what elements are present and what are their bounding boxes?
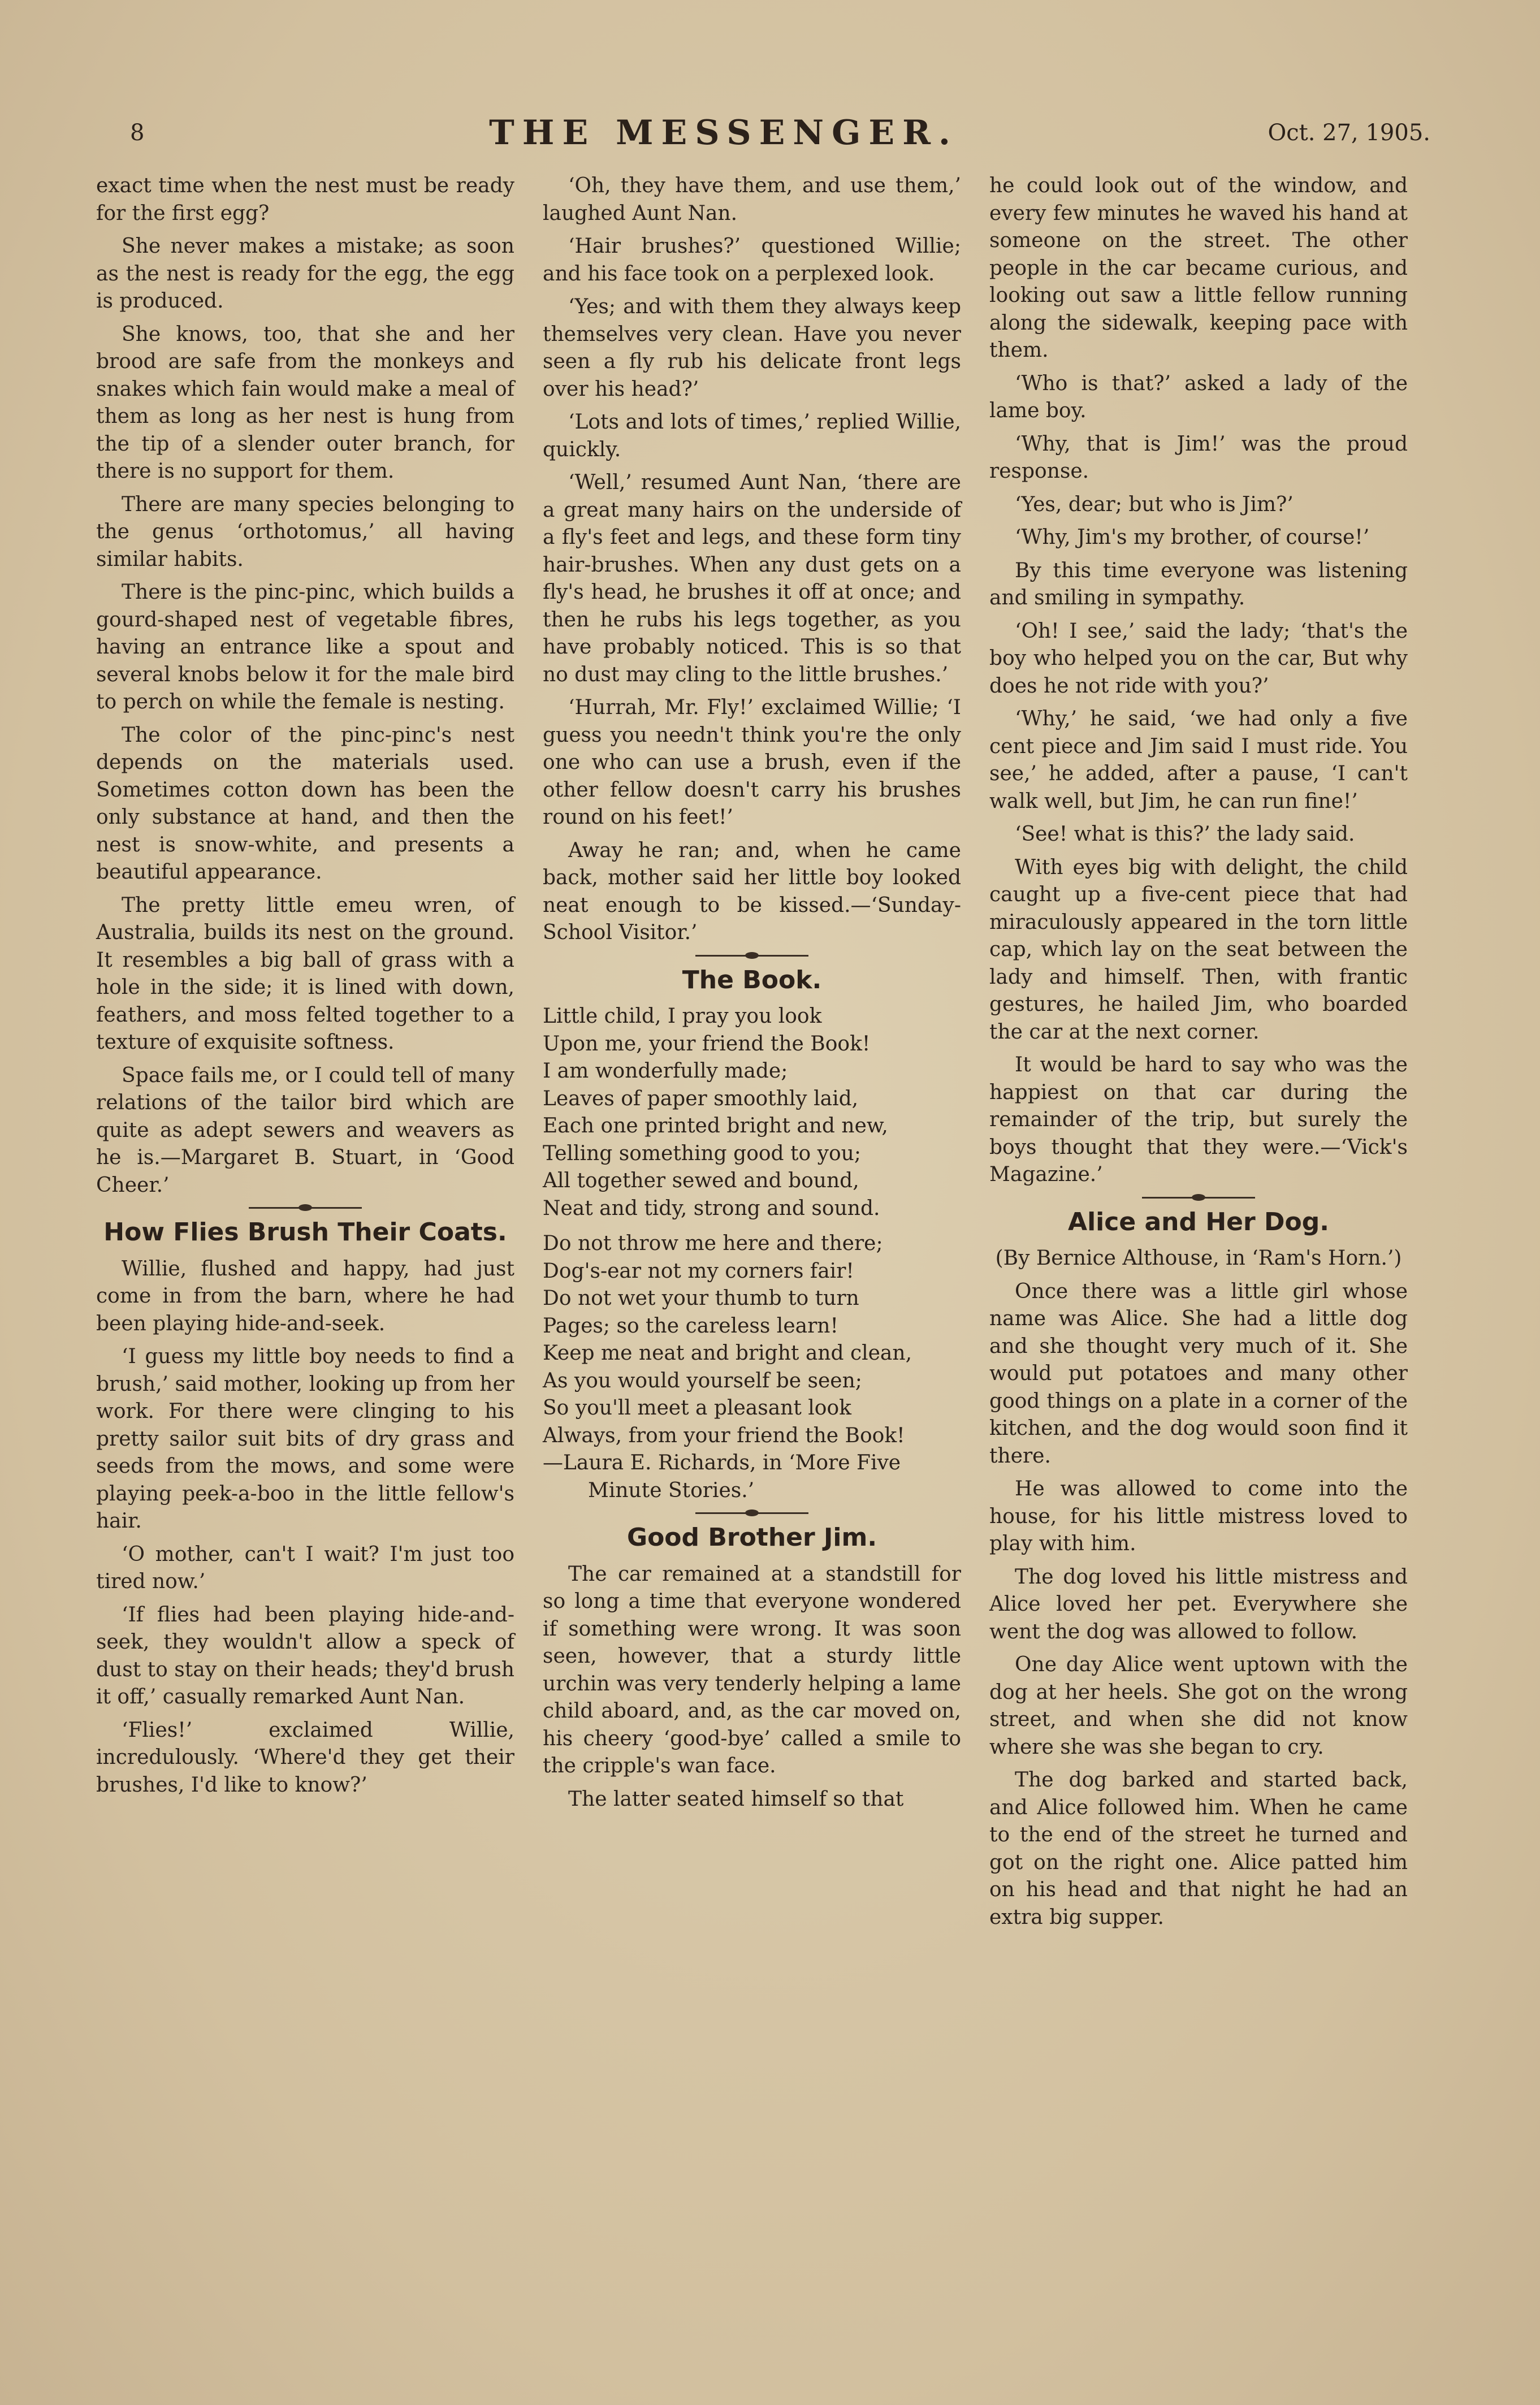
column-2 [543, 172, 961, 1819]
paragraph: She knows, too, that she and her brood are safe from the monkeys and snakes which fain would make a meal of them as long as her nest is hung from the tip of a slender outer branch, for there is no support for them. [96, 322, 514, 483]
paragraph: ‘Oh, they have them, and use them,’ laughed Aunt Nan. [543, 174, 961, 225]
column-1 [96, 172, 514, 1805]
paragraph: The car remained at a standstill for so long a time that everyone wondered if something were wrong. It was soon seen, however, that a sturdy little urchin was very tenderly helping a lame child aboard, and, as the car moved on, his cheery ‘good-bye’ called a smile to the cripple's wan face. [543, 1562, 961, 1777]
paragraph: The dog barked and started back, and Alice followed him. When he came to the end of the street he turned and got on the right one. Alice patted him on his head and that night he had an extra big supper. [989, 1768, 1408, 1929]
paragraph: ‘Flies!’ exclaimed Willie, incredulously. ‘Where'd they get their brushes, I'd like to know?’ [96, 1718, 514, 1797]
page-number: 8 [130, 120, 145, 146]
poem-line: Telling something good to you; [543, 1141, 861, 1165]
paragraph: ‘O mother, can't I wait? I'm just too tired now.’ [96, 1542, 514, 1593]
paragraph: ‘Who is that?’ asked a lady of the lame boy. [989, 371, 1408, 422]
page-header [130, 113, 1430, 158]
poem-attribution: —Laura E. Richards, in ‘More Five [543, 1451, 901, 1474]
paragraph: he could look out of the window, and every few minutes he waved his hand at someone on the street. The other people in the car became curious, and looking out saw a little fellow running along the sidewalk, keeping pace with them. [989, 174, 1408, 362]
paragraph: She never makes a mistake; as soon as the nest is ready for the egg, the egg is produced. [96, 235, 514, 313]
paragraph: One day Alice went uptown with the dog at her heels. She got on the wrong street, and when she did not know where she was she began to cry. [989, 1653, 1408, 1759]
paragraph: Willie, flushed and happy, had just come in from the barn, where he had been playing hide-and-seek. [96, 1257, 514, 1335]
paragraph: The pretty little emeu wren, of Australia, builds its nest on the ground. It resembles a big ball of grass with a hole in the side; it is lined with down, feathers, and moss felted together to a texture of exquisite softness. [96, 893, 514, 1054]
poem-stanza-2 [543, 1230, 961, 1504]
section-divider [1142, 1197, 1255, 1199]
poem-line: I am wonderfully made; [543, 1059, 788, 1083]
article-title-flies: How Flies Brush Their Coats. [103, 1218, 507, 1247]
paragraph: ‘Why, that is Jim!’ was the proud response. [989, 432, 1408, 483]
article-title-alice: Alice and Her Dog. [1068, 1207, 1329, 1236]
masthead: THE MESSENGER. [489, 113, 958, 153]
paragraph: ‘Hair brushes?’ questioned Willie; and his face took on a perplexed look. [543, 235, 961, 286]
byline: (By Bernice Althouse, in ‘Ram's Horn.’) [995, 1247, 1402, 1270]
paragraph: With eyes big with delight, the child caught up a five-cent piece that had miraculously appeared in the torn little cap, which lay on the seat between the lady and himself. Then, with frantic gestures, he hailed Jim, who boarded the car at the next corner. [989, 855, 1408, 1044]
paragraph: There are many species belonging to the genus ‘orthotomus,’ all having similar habits. [96, 492, 514, 571]
poem-line: Neat and tidy, strong and sound. [543, 1196, 880, 1220]
issue-date: Oct. 27, 1905. [1268, 120, 1430, 146]
paragraph: The color of the pinc-pinc's nest depends on the materials used. Sometimes cotton down has been the only substance at hand, and then the nest is snow-white, and presents a beautiful appearance. [96, 723, 514, 884]
poem-line: Keep me neat and bright and clean, [543, 1342, 912, 1365]
poem-line: Do not wet your thumb to turn [543, 1287, 859, 1310]
poem-line: Always, from your friend the Book! [543, 1424, 905, 1447]
paragraph: Once there was a little girl whose name was Alice. She had a little dog and she thought very much of it. She would put potatoes and many other good things on a plate in a corner of the kitchen, and the dog would soon find it there. [989, 1279, 1408, 1468]
paragraph: ‘Yes, dear; but who is Jim?’ [1015, 492, 1294, 516]
paragraph: ‘Lots and lots of times,’ replied Willie, quickly. [543, 410, 961, 461]
paragraph: ‘Well,’ resumed Aunt Nan, ‘there are a great many hairs on the underside of a fly's feet and legs, and these form tiny hair-brushes. When any dust gets on a fly's head, he brushes it off at once; and then he rubs his legs together, as you have probably noticed. This is so that no dust may cling to the little brushes.’ [543, 471, 961, 686]
poem-line: Each one printed bright and new, [543, 1114, 888, 1137]
paragraph: By this time everyone was listening and smiling in sympathy. [989, 559, 1408, 609]
poem-line: As you would yourself be seen; [543, 1369, 862, 1392]
paragraph: He was allowed to come into the house, for his little mistress loved to play with him. [989, 1477, 1408, 1555]
paragraph: ‘If flies had been playing hide-and-seek, they wouldn't allow a speck of dust to stay on their heads; they'd brush it off,’ casually remarked Aunt Nan. [96, 1603, 514, 1708]
paragraph: Away he ran; and, when he came back, mother said her little boy looked neat enough to be kissed.—‘Sunday-School Visitor.’ [543, 838, 961, 944]
poem-line: Little child, I pray you look [543, 1005, 822, 1028]
section-divider [695, 955, 808, 957]
paragraph: ‘Why, Jim's my brother, of course!’ [1015, 526, 1370, 549]
column-3 [989, 172, 1408, 1937]
paragraph: The latter seated himself so that [568, 1787, 904, 1811]
poem-attribution-cont: Minute Stories.’ [588, 1478, 755, 1502]
paragraph: ‘Hurrah, Mr. Fly!’ exclaimed Willie; ‘I guess you needn't think you're the only one who can use a brush, even if the other fellow doesn't carry his brushes round on his feet!’ [543, 696, 961, 829]
poem-line: Dog's-ear not my corners fair! [543, 1259, 854, 1283]
paragraph: There is the pinc-pinc, which builds a gourd-shaped nest of vegetable fibres, having an entrance like a spout and several knobs below it for the male bird to perch on while the female is nesting. [96, 581, 514, 713]
poem-line: Upon me, your friend the Book! [543, 1032, 871, 1056]
poem-line: So you'll meet a pleasant look [543, 1396, 851, 1420]
paragraph: It would be hard to say who was the happiest on that car during the remainder of the trip, but surely the boys thought that they were.—‘Vick's Magazine.’ [989, 1053, 1408, 1186]
paragraph: Space fails me, or I could tell of many relations of the tailor bird which are quite as adept sewers and weavers as he is.—Margaret B. Stuart, in ‘Good Cheer.’ [96, 1063, 514, 1197]
paragraph: ‘I guess my little boy needs to find a brush,’ said mother, looking up from her work. For there were clinging to his pretty sailor suit bits of dry grass and seeds from the mows, and some were playing peek-a-boo in the little fellow's hair. [96, 1345, 514, 1533]
paragraph: ‘See! what is this?’ the lady said. [1015, 823, 1355, 846]
paragraph: ‘Oh! I see,’ said the lady; ‘that's the boy who helped you on the car, But why does he not ride with you?’ [989, 619, 1408, 698]
section-divider [249, 1207, 362, 1209]
article-title-jim: Good Brother Jim. [626, 1523, 877, 1552]
paragraph: ‘Yes; and with them they always keep themselves very clean. Have you never seen a fly rub his delicate front legs over his head?’ [543, 295, 961, 401]
poem-line: Leaves of paper smoothly laid, [543, 1087, 859, 1110]
poem-line: Pages; so the careless learn! [543, 1314, 838, 1338]
section-divider [695, 1512, 808, 1514]
article-title-book: The Book. [682, 965, 822, 994]
paragraph: The dog loved his little mistress and Alice loved her pet. Everywhere she went the dog was allowed to follow. [989, 1565, 1408, 1643]
poem-stanza-1 [543, 1003, 961, 1222]
paragraph: ‘Why,’ he said, ‘we had only a five cent piece and Jim said I must ride. You see,’ he added, after a pause, ‘I can't walk well, but Jim, he can run fine!’ [989, 707, 1408, 813]
poem-line: Do not throw me here and there; [543, 1232, 883, 1255]
paragraph: exact time when the nest must be ready for the first egg? [96, 174, 514, 225]
poem-line: All together sewed and bound, [543, 1169, 859, 1192]
